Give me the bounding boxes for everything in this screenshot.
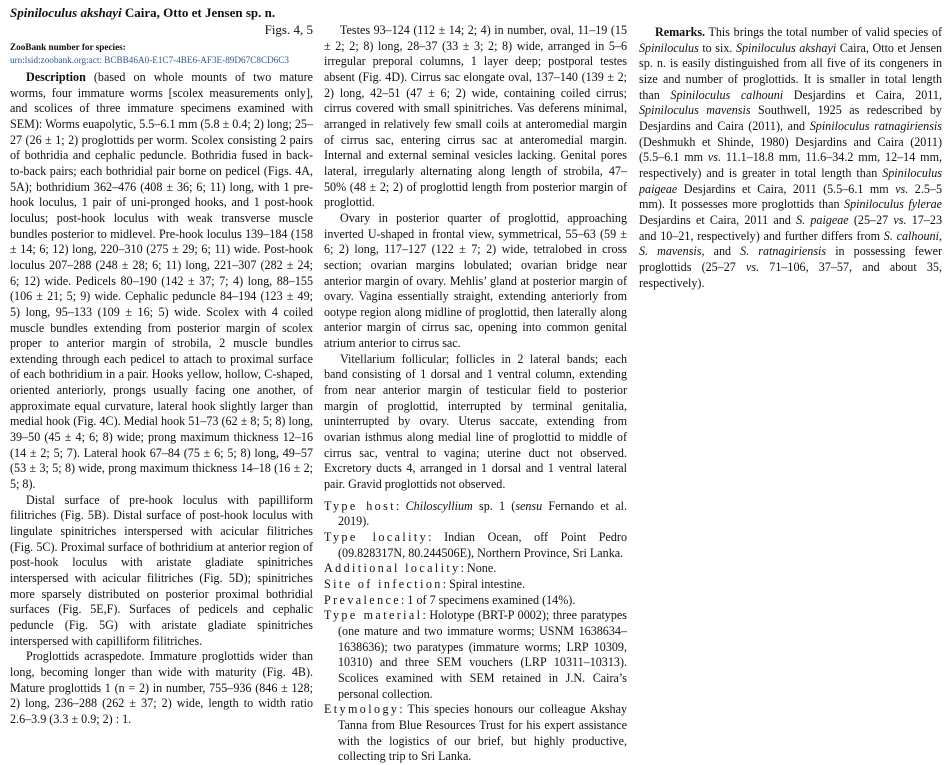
text-run: (based on whole mounts of two mature worms, four immature worms [scolex measurements only], and scolices of three immature specimens examined with SEM): Worms euapolytic, 5.5–6.1 mm (5.8 ± 0.4; 2) long; 25–27 (26 ± 1; 2) proglottids per worm. Scolex consisting 2 pairs of bothridia and cephalic peduncle. Bothridia fused in back-to-back pairs; each bothridial pair borne on pedicel (Figs. 4A, 5A); bothridium 362–476 (408 ± 36; 6; 11) long, with 1 pre-hook loculus, 1 pair of uni-pronged hooks, and 1 post-hook loculus; post-hook loculus with weak transverse muscle bundles posterior to midlevel. Pre-hook loculus 139–184 (158 ± 14; 6; 12) long, 220–310 (275 ± 29; 6; 11) wide. Post-hook loculus 207–288 (248 ± 28; 6; 11) long, 221–307 (282 ± 24; 6; 12) wide. Pedicels 80–190 (142 ± 37; 7; 4) long, 88–155 (106 ± 21; 5; 9) wide. Cephalic peduncle 84–194 (123 ± 49; 5) long, 95–133 (109 ± 16; 5) wide. Scolex with 4 coiled muscle bundles extending from posterior margin of scolex proper to anterior margin of strobila, 2 muscle bundles extending through each pedicel to attach to proximal surface of each bothridium in a pair. Hooks yellow, hollow, C-shaped, oriented anteriorly, prongs usually facing one another, of approximate equal curvature, lateral hook slightly larger than medial hook (Fig. 4C). Medial hook 51–73 (62 ± 8; 5; 8) long, 39–50 (45 ± 4; 6; 8) wide; prong maximum thickness 12–16 (14 ± 2; 5; 7). Lateral hook 67–84 (75 ± 6; 5; 8) long, 49–57 (53 ± 3; 5; 8) wide, prong maximum thickness 14–18 (16 ± 2; 5; 8). (10, 70, 313, 492)
text-run: 17–23 and 10–21, respectively) and further differs from (639, 212, 942, 243)
text-run: Fernando et al. 2019). (338, 498, 628, 529)
italic-text: Spiniloculus (639, 40, 699, 55)
text-run: Desjardins et Caira, 2011 (5.5–6.1 mm (677, 181, 896, 196)
text-run: Caira, Otto et Jensen sp. n. is easily distinguished from all five of its congeners in size and number of proglottids. It is smaller in total length than (639, 40, 942, 102)
text-run: Testes 93–124 (112 ± 14; 2; 4) in number, oval, 11–19 (15 ± 2; 2; 8) long, 28–37 (33 ± 3; 2; 8) wide, arranged in 5–6 irregular preporal columns, 1 layer deep; postporal testes absent (Fig. 4D). Cirrus sac elongate oval, 137–140 (139 ± 2; 2) long, 42–51 (47 ± 6; 2) wide, containing coiled cirrus; cirrus covered with small spinitriches. Vas deferens minimal, arranged in relatively few small coils at anteromedial margin of cirrus sac, entering cirrus sac at anteromedial margin. Internal and external seminal vesicles lacking. Genital pores lateral, irregularly alternating along length of strobila, 47–50% (48 ± 2; 2) of proglottid length from posterior margin of proglottid. (324, 23, 627, 210)
surface-paragraph (10, 493, 313, 650)
text-run: Desjardins et Caira, 2011 and (639, 212, 797, 227)
text-run: sp. 1 ( (472, 498, 516, 513)
text-run: : This species honours our colleague Akshay Tanna from Blue Resources Trust for his expert assistance with the logistics of our brief, but highly productive, collecting trip to Sri Lanka. (338, 702, 627, 764)
text-run: 2.5–5 mm). It possesses more proglottids than (639, 181, 942, 212)
site-of-infection (324, 577, 627, 593)
text-run: : Spiral intestine. (442, 576, 526, 591)
remarks-paragraph (639, 25, 942, 291)
column-2 (324, 23, 627, 765)
type-host (324, 499, 627, 530)
text-run: Southwell, 1925 as redescribed by Desjardins and Caira (2011), and (639, 103, 943, 133)
text-run: Proglottids acraspedote. Immature proglottids wider than long, becoming longer than wide with maturity (Fig. 4B). Mature proglottids 1 (n = 2) in number, 755–936 (846 ± 128; 2) long, 236–288 (262 ± 37; 2) wide, length to width ratio 2.6–3.9 (3.3 ± 0.9; 2) : 1. (10, 649, 313, 726)
text-run: Ovary in posterior quarter of proglottid, approaching inverted U-shaped in frontal view, symmetrical, 55–63 (59 ± 6; 2) long, 117–127 (122 ± 7; 2) wide, tetralobed in cross section; ovarian margins lobulated; ovarian bridge near anterior margin of ovary. Mehlis’ gland at posterior margin of ovary. Vagina essentially straight, extending anteriorly from ootype region along midline of proglottid, then laterally along anterior margin of cirrus sac, opening into common genital atrium anterior to cirrus sac. (324, 210, 627, 351)
section-label: Prevalence (324, 592, 402, 607)
italic-text: Spiniloculus mavensis (639, 103, 751, 118)
text-run: 11.1–18.8 mm, 11.6–34.2 mm, 12–14 mm, respectively) and is greater in total length than (639, 150, 942, 180)
text-run: 71–106, 37–57, and about 35, respectively). (639, 259, 942, 290)
text-run: Distal surface of pre-hook loculus with papilliform filitriches (Fig. 5B). Distal surface of post-hook loculus with lingulate spinitriches interspersed with acicular filitriches (Fig. 5C). Proximal surface of bothridium at anterior region of post-hook loculus with aristate gladiate spinitriches interspersed with acicular filitriches (Fig. 5D); spinitriches more sparsely distributed on posterior proximal bothridial surfaces (Fig. 5E,F). Surfaces of pedicels and cephalic peduncle (Fig. 5G) with aristate gladiate spinitriches interspersed with capilliform filitriches. (10, 492, 313, 648)
text-run: : 1 of 7 specimens examined (14%). (401, 592, 576, 607)
text-run: This brings the total number of valid species of (705, 25, 942, 39)
text-run: , and (701, 244, 741, 259)
italic-text: Chiloscyllium (405, 498, 473, 513)
testes-paragraph (324, 23, 627, 211)
italic-text: Spiniloculus akshayi (735, 40, 837, 55)
italic-text: S. paigeae (796, 212, 849, 227)
type-material (324, 608, 627, 702)
bold-text: Remarks. (655, 25, 706, 39)
italic-text: Spiniloculus paigeae (639, 165, 942, 196)
text-run: : (396, 498, 406, 513)
section-label: Site of infection (324, 576, 443, 591)
additional-locality (324, 561, 627, 577)
text-run: , (938, 228, 942, 243)
column-3 (639, 25, 942, 291)
italic-text: S. ratnagiriensis (740, 244, 827, 259)
text-run: Desjardins et Caira, 2011, (783, 87, 942, 102)
text-run: in possessing fewer proglottids (25–27 (639, 244, 942, 274)
vitellarium-paragraph (324, 352, 627, 493)
proglottids-paragraph (10, 649, 313, 727)
section-label: Etymology (324, 702, 400, 717)
description-paragraph (10, 70, 313, 493)
zoobank-label: ZooBank number for species: (10, 42, 126, 52)
text-run: (25–27 (848, 212, 894, 227)
zoobank-link[interactable]: urn:lsid:zoobank.org:act: BCBB46A0-E1C7-4BE6-AF3E-89D67C8CD6C3 (10, 55, 290, 65)
bold-text: Description (26, 70, 86, 84)
text-run: to six. (698, 40, 736, 55)
section-label: Type host (324, 498, 396, 513)
text-run: : Holotype (BRT-P 0002); three paratypes (one mature and two immature worms; USNM 1638634–1638636); two paratypes (immature worms; LRP 10309, 10310) and three SEM vouchers (LRP 10311–10313). Scolices examined with SEM retained in J.N. Caira’s personal collection. (338, 608, 627, 701)
text-run: Vitellarium follicular; follicles in 2 lateral bands; each band consisting of 1 dorsal and 1 ventral column, extending from near anterior margin of testicular field to posterior margin of proglottid, interrupted by terminal genitalia, uninterrupted by ovary. Uterus saccate, extending from ovarian isthmus along medial line of proglottid to middle of cirrus sac, ventral to vagina; uterine duct not observed. Excretory ducts 4, arranged in 1 dorsal and 1 ventral lateral pair. Gravid proglottids not observed. (324, 351, 627, 492)
text-run: : Indian Ocean, off Point Pedro (09.828317N, 80.244506E), Northern Province, Sri Lanka. (338, 530, 627, 560)
italic-text: vs. (893, 212, 907, 227)
text-run: (Deshmukh et Shinde, 1980) Desjardins and Caira (2011) (5.5–6.1 mm (639, 134, 942, 165)
figure-reference: Figs. 4, 5 (264, 22, 313, 37)
italic-text: Spiniloculus calhouni (670, 87, 784, 102)
italic-text: vs. (746, 259, 760, 274)
section-label: Type material (324, 608, 423, 623)
type-locality (324, 530, 627, 561)
italic-text: S. calhouni (883, 228, 939, 243)
italic-text: S. mavensis (639, 244, 702, 259)
column-1 (10, 4, 313, 728)
italic-text: vs. (707, 150, 722, 165)
text-run: : None. (460, 561, 497, 576)
prevalence (324, 593, 627, 609)
species-authors: Caira, Otto et Jensen sp. n. (121, 5, 276, 20)
italic-text: sensu (515, 498, 543, 513)
ovary-paragraph (324, 211, 627, 352)
section-label: Additional locality (324, 561, 461, 576)
italic-text: vs. (895, 181, 909, 196)
species-heading (10, 4, 313, 21)
italic-text: Spiniloculus fylerae (844, 197, 942, 212)
etymology (324, 702, 627, 765)
italic-text: Spiniloculus ratnagiriensis (809, 118, 942, 133)
species-name: Spiniloculus akshayi (10, 5, 122, 20)
section-label: Type locality (324, 530, 429, 544)
